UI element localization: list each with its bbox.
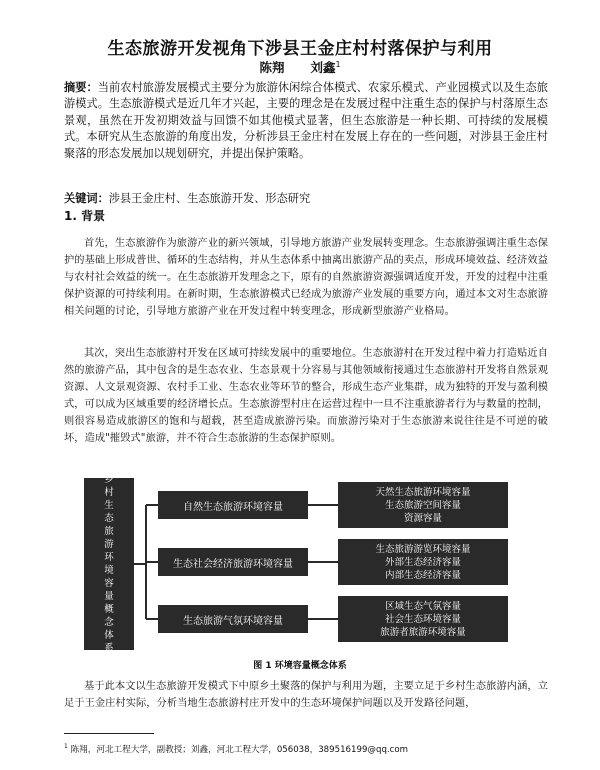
- figure-caption: 图 1 环境容量概念体系: [253, 661, 347, 671]
- author-2: 刘鑫: [310, 60, 336, 75]
- author-line: [0, 58, 600, 76]
- figure-right-item: 旅游者旅游环境容量: [380, 626, 466, 638]
- figure-mid-box-2: 生态社会经济旅游环境容量: [158, 548, 308, 576]
- figure-right-box-1: [338, 482, 508, 528]
- paragraph-2: 其次，突出生态旅游村开发在区域可持续发展中的重要地位。生态旅游村在开发过程中着力打造贴近自然的旅游产品，其中包含的是生态农业、生态景观十分容易与其他领域衔接通过生态旅游村开发将自然景观资源、人文景观资源、农村手工业、生态农业等环节的整合，形成生态产业集群，成为独特的开发与盈利模式，可以成为区域重要的经济增长点。生态旅游型村庄在运营过程中一旦不注重旅游者行为与数量的控制，则很容易造成旅游区的饱和与超载，甚至造成旅游污染。而旅游污染对于生态旅游来说往往是不可逆的破坏，造成"摧毁式"旅游，并不符合生态旅游的生态保护原则。: [64, 348, 548, 444]
- footnote: [64, 741, 554, 756]
- keywords: [64, 190, 548, 207]
- section-heading-background: 1. 背景: [64, 209, 106, 223]
- footnote-divider: [64, 733, 154, 734]
- figure-right-item: 社会生态环境容量: [384, 613, 461, 625]
- figure-root-box: [84, 474, 134, 654]
- author-1: 陈翔: [259, 60, 285, 75]
- keywords-text: 涉县王金庄村、生态旅游开发、形态研究: [108, 192, 311, 205]
- keywords-label: 关键词：: [64, 191, 109, 205]
- footnote-text: 陈翔，河北工程大学，副教授；刘鑫，河北工程大学，056038，389516199@qq.com: [70, 744, 409, 755]
- figure-right-item: 内部生态经济容量: [384, 569, 461, 581]
- figure-right-item: 生态旅游空间容量: [384, 499, 461, 511]
- paragraph-3: 基于此本文以生态旅游开发模式下中原乡土聚落的保护与利用为题，主要立足于乡村生态旅游内涵，立足于王金庄村实际，分析当地生态旅游村庄开发中的生态环境保护问题以及开发路径问题，: [64, 681, 548, 709]
- figure-right-box-2: [338, 539, 508, 585]
- figure-right-box-3: [338, 596, 508, 642]
- figure-right-item: 天然生态旅游环境容量: [375, 486, 471, 498]
- figure-right-item: 生态旅游游览环境容量: [375, 543, 471, 555]
- abstract-label: 摘要：: [64, 80, 98, 94]
- figure-right-item: 外部生态经济容量: [384, 556, 461, 568]
- paper-title: 生态旅游开发视角下涉县王金庄村村落保护与利用: [107, 39, 493, 59]
- figure-mid-box-1: 自然生态旅游环境容量: [158, 491, 308, 519]
- author-footnote-mark: 1: [335, 59, 341, 69]
- figure-concept-system: [76, 474, 512, 654]
- abstract: [64, 79, 548, 162]
- figure-root-label: 乡村生态旅游环境容量概念体系: [104, 474, 114, 654]
- figure-mid-box-3: 生态旅游气氛环境容量: [158, 605, 308, 633]
- abstract-text: 当前农村旅游发展模式主要分为旅游休闲综合体模式、农家乐模式、产业园模式以及生态旅游模式。生态旅游模式是近几年才兴起，主要的理念是在发展过程中注重生态的保护与村落原生态景观，虽然在开发初期效益与回馈不如其他模式显著，但生态旅游是一种长期、可持续的发展模式。本研究从生态旅游的角度出发，分析涉县王金庄村在发展上存在的一些问题，对涉县王金庄村聚落的形态发展加以规划研究，并提出保护策略。: [64, 81, 548, 160]
- footnote-mark: 1: [64, 743, 68, 750]
- figure-right-item: 区域生态气氛容量: [384, 600, 461, 612]
- paragraph-1: 首先，生态旅游作为旅游产业的新兴领域，引导地方旅游产业发展转变理念。生态旅游强调注重生态保护的基础上形成普世、循环的生态结构，并从生态体系中抽离出旅游产品的卖点，形成环境效益、经济效益与农村社会效益的统一。在生态旅游开发理念之下，原有的自然旅游资源强调适度开发，开发的过程中注重保护资源的可持续利用。在新时期，生态旅游模式已经成为旅游产业发展的重要方向，通过本文对生态旅游相关问题的讨论，引导地方旅游产业在开发过程中转变理念，形成新型旅游产业格局。: [64, 238, 548, 317]
- figure-right-item: 资源容量: [403, 512, 442, 524]
